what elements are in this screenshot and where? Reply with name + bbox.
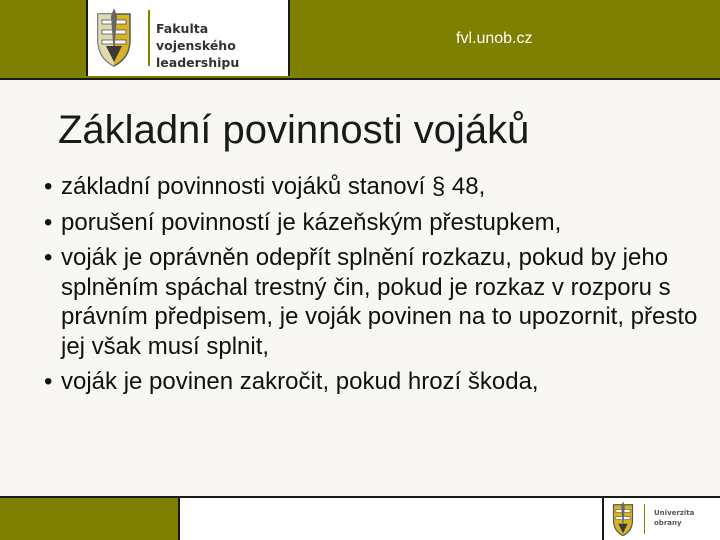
list-item-text: voják je oprávněn odepřít splnění rozkazu, pokud by jeho splněním spáchal trestný čin, pokud je rozkaz v rozporu s právním předpisem, je voják povinen na to upozornit, přesto jej však musí splnit, <box>61 244 698 360</box>
faculty-name-line1: Fakulta vojenského <box>156 21 236 53</box>
list-item <box>44 243 714 361</box>
faculty-logo[interactable] <box>86 0 290 76</box>
footer-panel <box>178 498 604 540</box>
university-logo[interactable] <box>604 498 720 540</box>
university-name-line2: obrany <box>654 519 682 527</box>
faculty-name-line2: leadershipu <box>156 55 240 70</box>
list-item <box>44 208 714 238</box>
list-item-text: voják je povinen zakročit, pokud hrozí škoda, <box>61 368 539 395</box>
header-bar <box>0 0 720 80</box>
bullet-list <box>44 172 714 403</box>
university-crest-icon <box>610 500 636 538</box>
site-url[interactable]: fvl.unob.cz <box>456 30 533 47</box>
bullet-icon: • <box>44 208 53 236</box>
footer-bar <box>0 496 720 540</box>
faculty-name <box>156 20 286 71</box>
university-name <box>654 508 714 528</box>
bullet-icon: • <box>44 173 53 200</box>
list-item-text: základní povinnosti vojáků stanoví § 48, <box>61 173 486 200</box>
logo-divider <box>148 10 150 66</box>
bullet-icon: • <box>44 368 53 395</box>
list-item <box>44 172 714 202</box>
slide-title: Základní povinnosti vojáků <box>58 108 530 152</box>
faculty-crest-icon <box>94 6 134 70</box>
footer-logo-divider <box>644 504 645 534</box>
university-name-line1: Univerzita <box>654 509 695 517</box>
list-item-text: porušení povinností je kázeňským přestupkem, <box>61 208 562 236</box>
bullet-icon: • <box>44 244 53 271</box>
list-item <box>44 367 714 397</box>
